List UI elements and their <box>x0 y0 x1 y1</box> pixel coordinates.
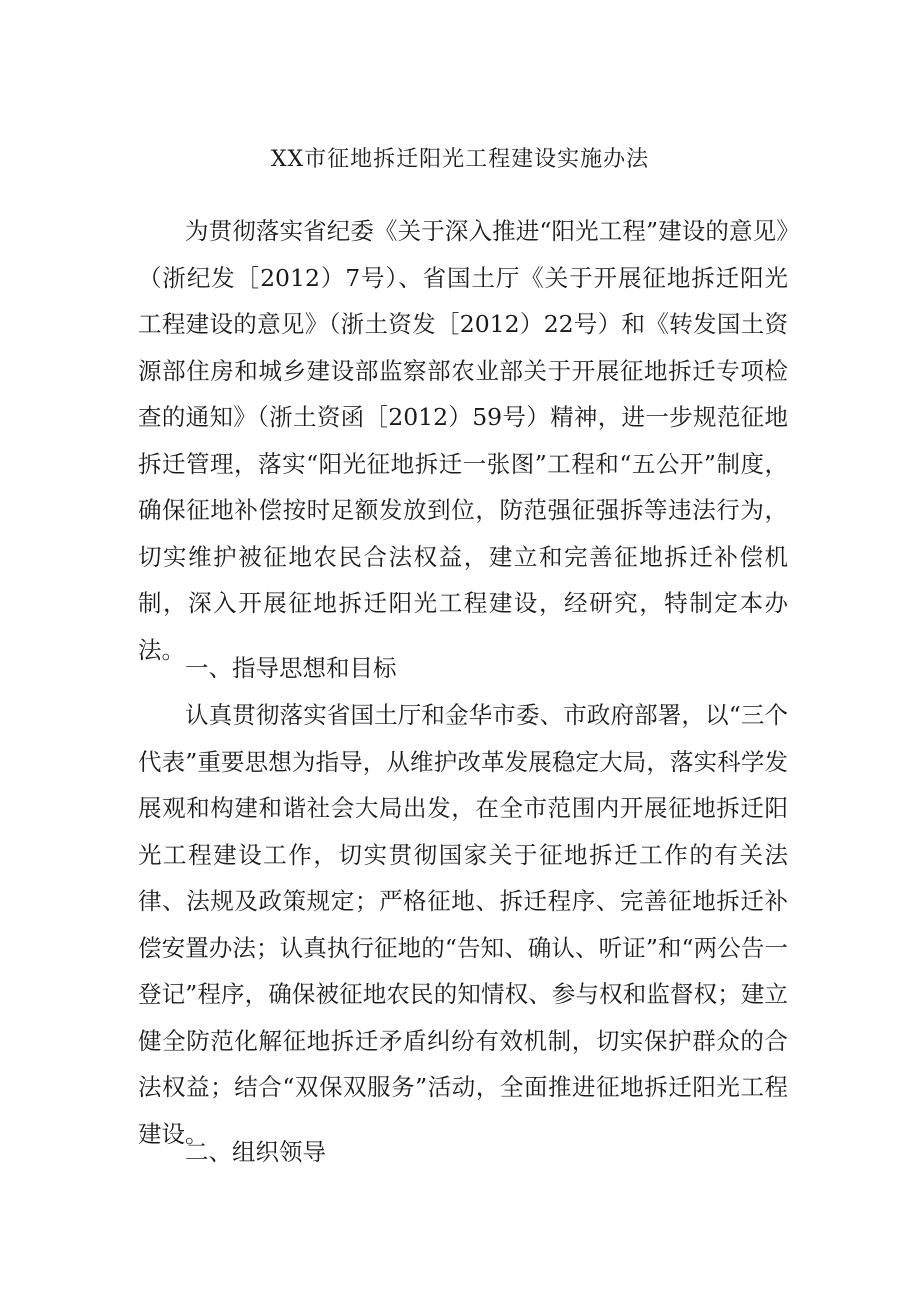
paragraph-guiding-ideology: 认真贯彻落实省国土厅和金华市委、市政府部署，以“三个代表”重要思想为指导，从维护改革发展稳定大局，落实科学发展观和构建和谐社会大局出发，在全市范围内开展征地拆迁阳光工程建设工作，切实贯彻国家关于征地拆迁工作的有关法律、法规及政策规定；严格征地、拆迁程序、完善征地拆迁补偿安置办法；认真执行征地的“告知、确认、听证”和“两公告一登记”程序，确保被征地农民的知情权、参与权和监督权；建立健全防范化解征地拆迁矛盾纠纷有效机制，切实保护群众的合法权益；结合“双保双服务”活动，全面推进征地拆迁阳光工程建设。 <box>138 701 788 1148</box>
paragraph-intro: 为贯彻落实省纪委《关于深入推进“阳光工程”建设的意见》（浙纪发［2012）7号）、省国土厅《关于开展征地拆迁阳光工程建设的意见》（浙土资发［2012）22号）和《转发国土资源部住房和城乡建设部监察部农业部关于开展征地拆迁专项检查的通知》（浙土资函［2012）59号）精神，进一步规范征地拆迁管理，落实“阳光征地拆迁一张图”工程和“五公开”制度，确保征地补偿按时足额发放到位，防范强征强拆等违法行为，切实维护被征地农民合法权益，建立和完善征地拆迁补偿机制，深入开展征地拆迁阳光工程建设，经研究，特制定本办法。 <box>138 217 788 664</box>
section-heading-1: 一、指导思想和目标 <box>185 654 397 682</box>
section-heading-2: 二、组织领导 <box>185 1138 326 1166</box>
document-title: XX市征地拆迁阳光工程建设实施办法 <box>270 147 650 172</box>
